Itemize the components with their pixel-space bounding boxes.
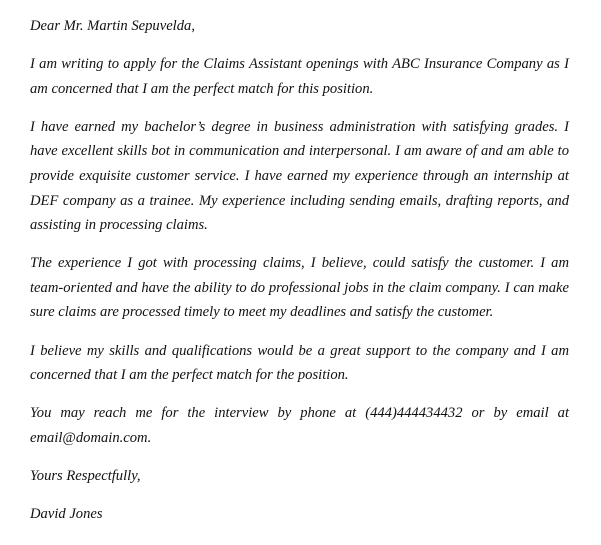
paragraph-contact: You may reach me for the interview by phone at (444)444434432 or by email at email@domain.com. bbox=[30, 405, 569, 446]
closing: Yours Respectfully, bbox=[30, 467, 141, 484]
signature: David Jones bbox=[30, 506, 103, 522]
paragraph-education: I have earned my bachelor’s degree in business administration with satisfying grades. I have excellent skills bot in communication and interpersonal. I am aware of and am able to provide exquisite customer service. I have earned my experience through an internship at DEF company as a trainee. My experience including sending emails, drafting reports, and assisting in processing claims. bbox=[30, 118, 569, 234]
paragraph-experience: The experience I got with processing claims, I believe, could satisfy the customer. I am team-oriented and have the ability to do professional jobs in the claim company. I can make sure claims are processed timely to meet my deadlines and satisfy the customer. bbox=[30, 255, 569, 321]
paragraph-intro: I am writing to apply for the Claims Assistant openings with ABC Insurance Company as I am concerned that I am the perfect match for this position. bbox=[30, 56, 569, 97]
salutation: Dear Mr. Martin Sepuvelda, bbox=[30, 18, 195, 34]
paragraph-qualifications: I believe my skills and qualifications would be a great support to the company and I am concerned that I am the perfect match for the position. bbox=[30, 342, 569, 384]
